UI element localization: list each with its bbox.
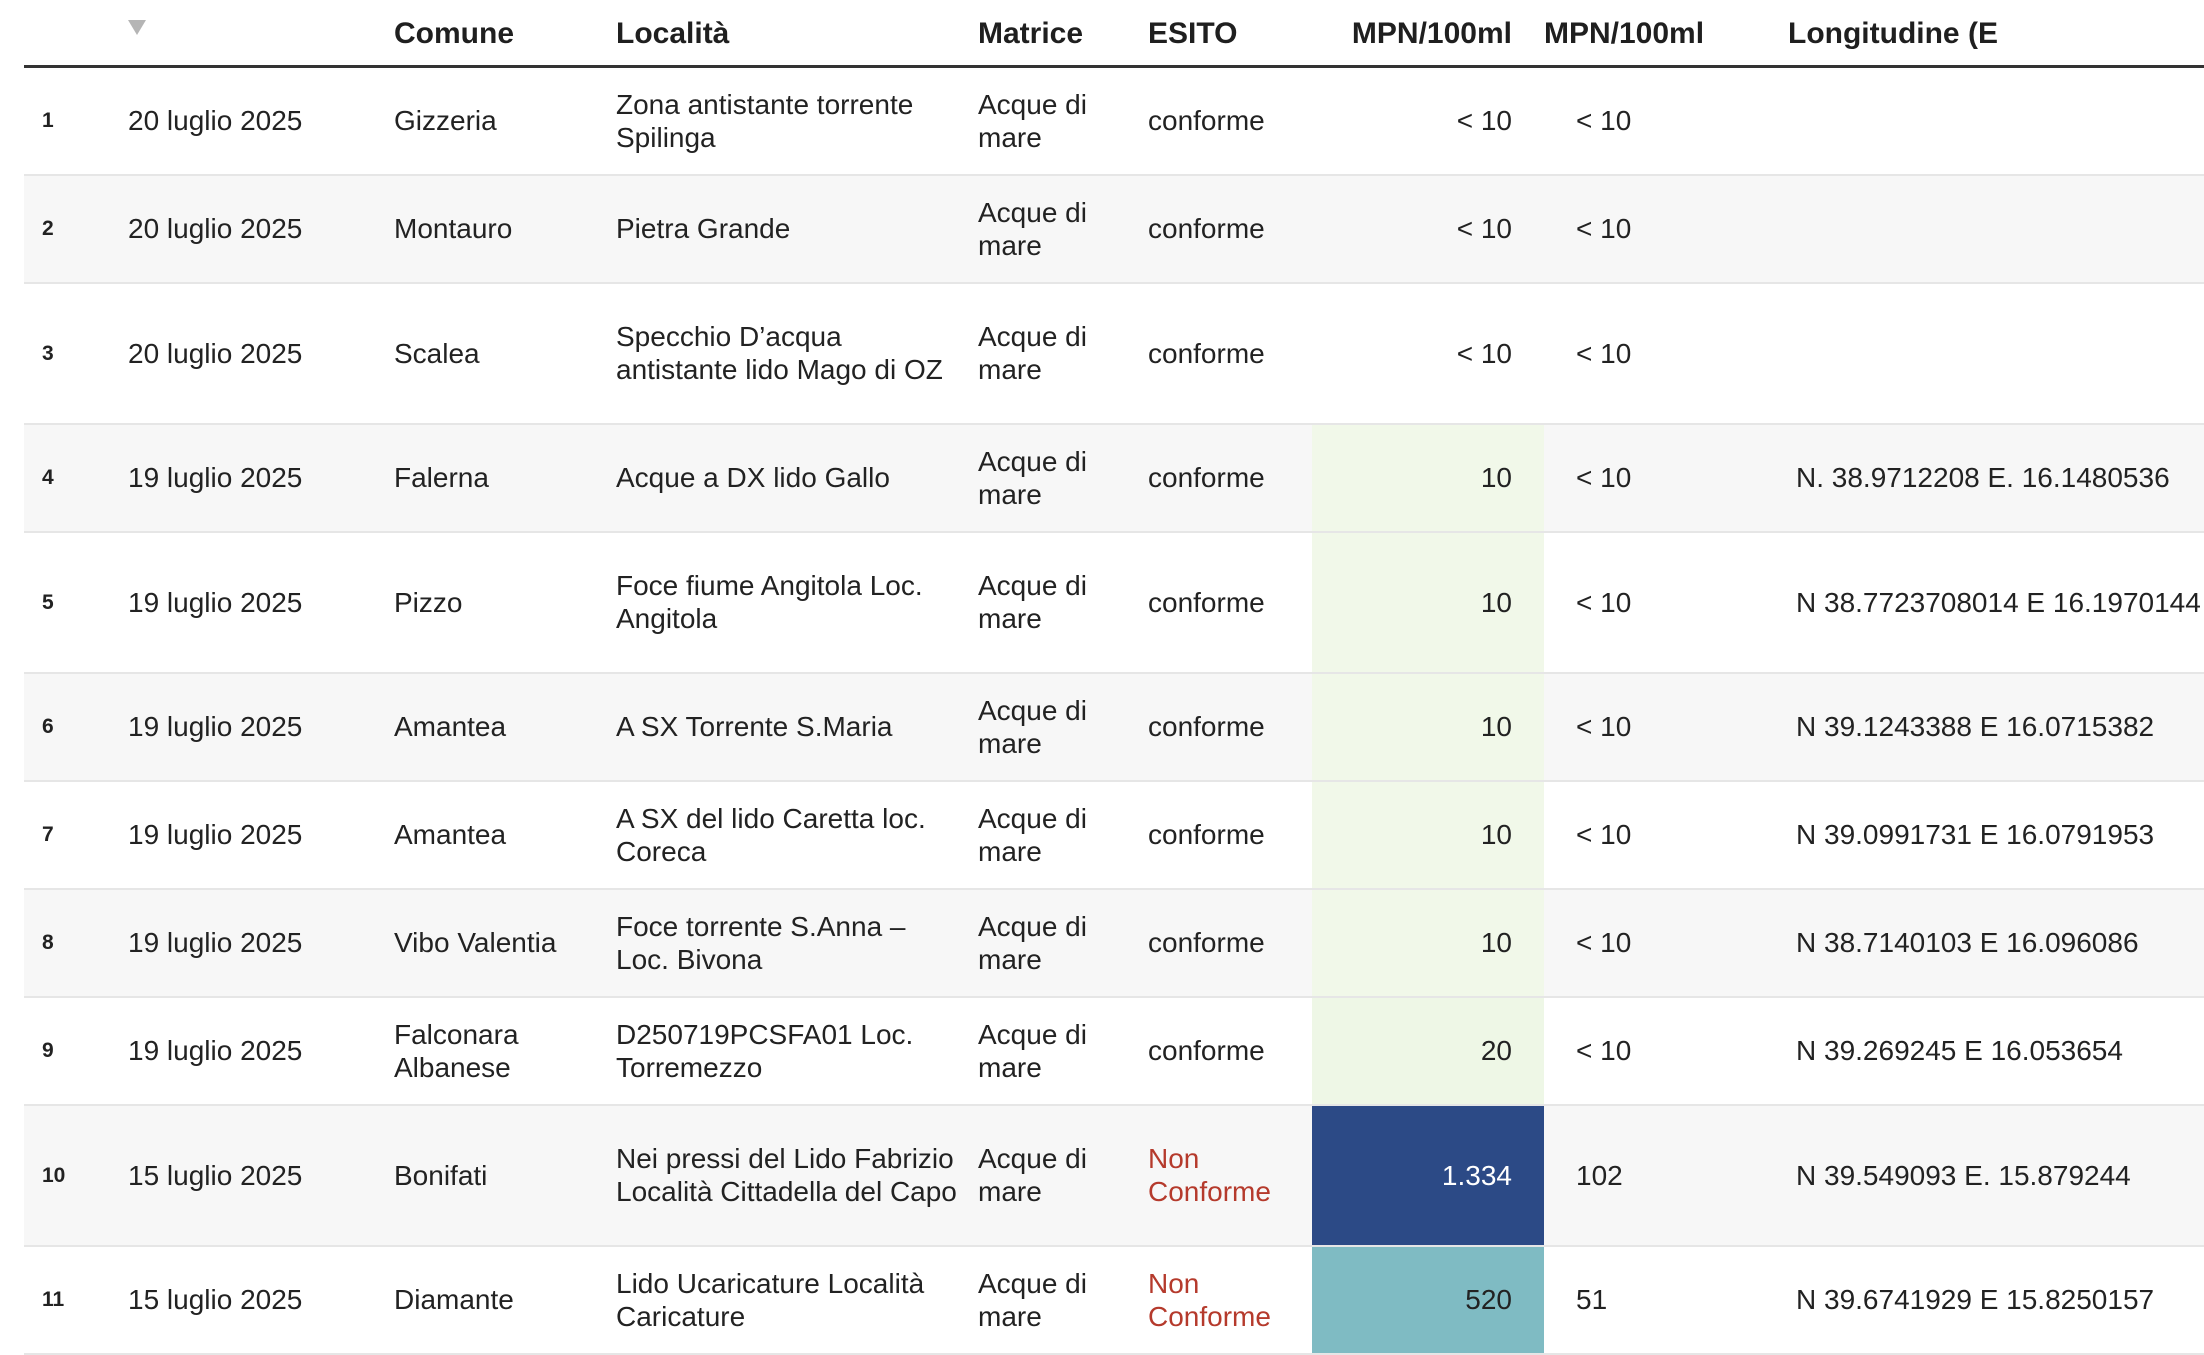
- row-comune: Scalea: [394, 283, 616, 424]
- row-mpn-2: < 10: [1544, 673, 1788, 781]
- row-esito: conforme: [1148, 67, 1312, 175]
- row-comune: Montauro: [394, 175, 616, 283]
- table-row: [24, 424, 2204, 532]
- row-matrice: Acque di mare: [978, 532, 1148, 673]
- row-comune: Falconara Albanese: [394, 997, 616, 1105]
- row-localita: Specchio D’acqua antistante lido Mago di OZ: [616, 283, 978, 424]
- row-date: 19 luglio 2025: [104, 997, 394, 1105]
- row-index: 6: [24, 673, 104, 781]
- table-row: [24, 532, 2204, 673]
- row-matrice: Acque di mare: [978, 175, 1148, 283]
- row-comune: Pizzo: [394, 532, 616, 673]
- row-matrice: Acque di mare: [978, 997, 1148, 1105]
- row-comune: Bonifati: [394, 1105, 616, 1246]
- row-index: 8: [24, 889, 104, 997]
- row-mpn-2: < 10: [1544, 532, 1788, 673]
- column-header-mpn-2[interactable]: MPN/100ml: [1544, 0, 1788, 67]
- row-mpn-2: < 10: [1544, 67, 1788, 175]
- row-mpn-1: < 10: [1312, 283, 1544, 424]
- row-date: 19 luglio 2025: [104, 532, 394, 673]
- row-mpn-1: 10: [1312, 673, 1544, 781]
- row-comune: Diamante: [394, 1246, 616, 1354]
- table-row: [24, 997, 2204, 1105]
- column-header-esito[interactable]: ESITO: [1148, 0, 1312, 67]
- column-header-matrice[interactable]: Matrice: [978, 0, 1148, 67]
- row-matrice: Acque di mare: [978, 889, 1148, 997]
- row-matrice: Acque di mare: [978, 424, 1148, 532]
- row-coordinates: N 39.6741929 E 15.8250157: [1788, 1246, 2204, 1354]
- row-mpn-2: < 10: [1544, 283, 1788, 424]
- row-index: 11: [24, 1246, 104, 1354]
- row-mpn-1: 20: [1312, 997, 1544, 1105]
- row-mpn-1: 1.334: [1312, 1105, 1544, 1246]
- row-coordinates: [1788, 283, 2204, 424]
- row-index: 3: [24, 283, 104, 424]
- row-index: 10: [24, 1105, 104, 1246]
- row-coordinates: N 39.549093 E. 15.879244: [1788, 1105, 2204, 1246]
- row-coordinates: N 39.0991731 E 16.0791953: [1788, 781, 2204, 889]
- row-date: 15 luglio 2025: [104, 1105, 394, 1246]
- row-coordinates: [1788, 175, 2204, 283]
- row-mpn-1: 10: [1312, 532, 1544, 673]
- row-mpn-2: 51: [1544, 1246, 1788, 1354]
- row-date: 19 luglio 2025: [104, 889, 394, 997]
- column-header-mpn-1[interactable]: MPN/100ml: [1312, 0, 1544, 67]
- table-row: [24, 1105, 2204, 1246]
- row-localita: D250719PCSFA01 Loc. Torremezzo: [616, 997, 978, 1105]
- row-mpn-2: < 10: [1544, 781, 1788, 889]
- row-mpn-2: < 10: [1544, 175, 1788, 283]
- row-coordinates: [1788, 67, 2204, 175]
- row-esito: conforme: [1148, 532, 1312, 673]
- row-matrice: Acque di mare: [978, 781, 1148, 889]
- row-localita: Foce fiume Angitola Loc. Angitola: [616, 532, 978, 673]
- row-date: 19 luglio 2025: [104, 673, 394, 781]
- row-coordinates: N 38.7140103 E 16.096086: [1788, 889, 2204, 997]
- row-esito: conforme: [1148, 175, 1312, 283]
- row-index: 9: [24, 997, 104, 1105]
- table-row: [24, 781, 2204, 889]
- row-index: 7: [24, 781, 104, 889]
- table-row: [24, 1246, 2204, 1354]
- row-matrice: Acque di mare: [978, 1246, 1148, 1354]
- row-matrice: Acque di mare: [978, 673, 1148, 781]
- column-header-longitudine[interactable]: Longitudine (E: [1788, 0, 2204, 67]
- row-index: 5: [24, 532, 104, 673]
- row-esito: conforme: [1148, 781, 1312, 889]
- row-mpn-1: 10: [1312, 781, 1544, 889]
- row-mpn-1: 10: [1312, 889, 1544, 997]
- row-localita: Lido Ucaricature Località Caricature: [616, 1246, 978, 1354]
- row-coordinates: N 38.7723708014 E 16.1970144: [1788, 532, 2204, 673]
- column-header-localita[interactable]: Località: [616, 0, 978, 67]
- row-mpn-2: < 10: [1544, 997, 1788, 1105]
- table-body: [24, 67, 2204, 1354]
- row-coordinates: N 39.1243388 E 16.0715382: [1788, 673, 2204, 781]
- row-mpn-1: 10: [1312, 424, 1544, 532]
- row-localita: Nei pressi del Lido Fabrizio Località Cittadella del Capo: [616, 1105, 978, 1246]
- row-index: 2: [24, 175, 104, 283]
- table-row: [24, 889, 2204, 997]
- column-header-comune[interactable]: Comune: [394, 0, 616, 67]
- row-comune: Amantea: [394, 673, 616, 781]
- results-table: [24, 0, 2204, 1355]
- row-mpn-1: < 10: [1312, 175, 1544, 283]
- row-esito: conforme: [1148, 283, 1312, 424]
- row-date: 20 luglio 2025: [104, 67, 394, 175]
- row-comune: Falerna: [394, 424, 616, 532]
- row-date: 15 luglio 2025: [104, 1246, 394, 1354]
- row-localita: Zona antistante torrente Spilinga: [616, 67, 978, 175]
- table-viewport[interactable]: [24, 0, 2201, 1332]
- row-esito: Non Conforme: [1148, 1105, 1312, 1246]
- row-mpn-1: < 10: [1312, 67, 1544, 175]
- row-mpn-2: < 10: [1544, 424, 1788, 532]
- table-row: [24, 283, 2204, 424]
- row-mpn-2: 102: [1544, 1105, 1788, 1246]
- row-matrice: Acque di mare: [978, 67, 1148, 175]
- row-esito: conforme: [1148, 997, 1312, 1105]
- row-esito: conforme: [1148, 673, 1312, 781]
- row-comune: Vibo Valentia: [394, 889, 616, 997]
- table-row: [24, 673, 2204, 781]
- row-comune: Gizzeria: [394, 67, 616, 175]
- column-header-index: [24, 0, 104, 67]
- row-mpn-1: 520: [1312, 1246, 1544, 1354]
- row-date: 19 luglio 2025: [104, 781, 394, 889]
- row-matrice: Acque di mare: [978, 283, 1148, 424]
- row-date: 20 luglio 2025: [104, 283, 394, 424]
- sort-down-icon[interactable]: [128, 20, 146, 35]
- row-esito: conforme: [1148, 424, 1312, 532]
- column-header-date[interactable]: [104, 0, 394, 67]
- row-localita: A SX del lido Caretta loc. Coreca: [616, 781, 978, 889]
- row-index: 1: [24, 67, 104, 175]
- row-date: 20 luglio 2025: [104, 175, 394, 283]
- row-localita: Pietra Grande: [616, 175, 978, 283]
- row-matrice: Acque di mare: [978, 1105, 1148, 1246]
- row-localita: Foce torrente S.Anna – Loc. Bivona: [616, 889, 978, 997]
- row-index: 4: [24, 424, 104, 532]
- row-esito: conforme: [1148, 889, 1312, 997]
- row-mpn-2: < 10: [1544, 889, 1788, 997]
- row-esito: Non Conforme: [1148, 1246, 1312, 1354]
- header-row: [24, 0, 2204, 67]
- table-row: [24, 175, 2204, 283]
- row-coordinates: N 39.269245 E 16.053654: [1788, 997, 2204, 1105]
- row-date: 19 luglio 2025: [104, 424, 394, 532]
- table-row: [24, 67, 2204, 175]
- row-localita: A SX Torrente S.Maria: [616, 673, 978, 781]
- row-coordinates: N. 38.9712208 E. 16.1480536: [1788, 424, 2204, 532]
- row-comune: Amantea: [394, 781, 616, 889]
- row-localita: Acque a DX lido Gallo: [616, 424, 978, 532]
